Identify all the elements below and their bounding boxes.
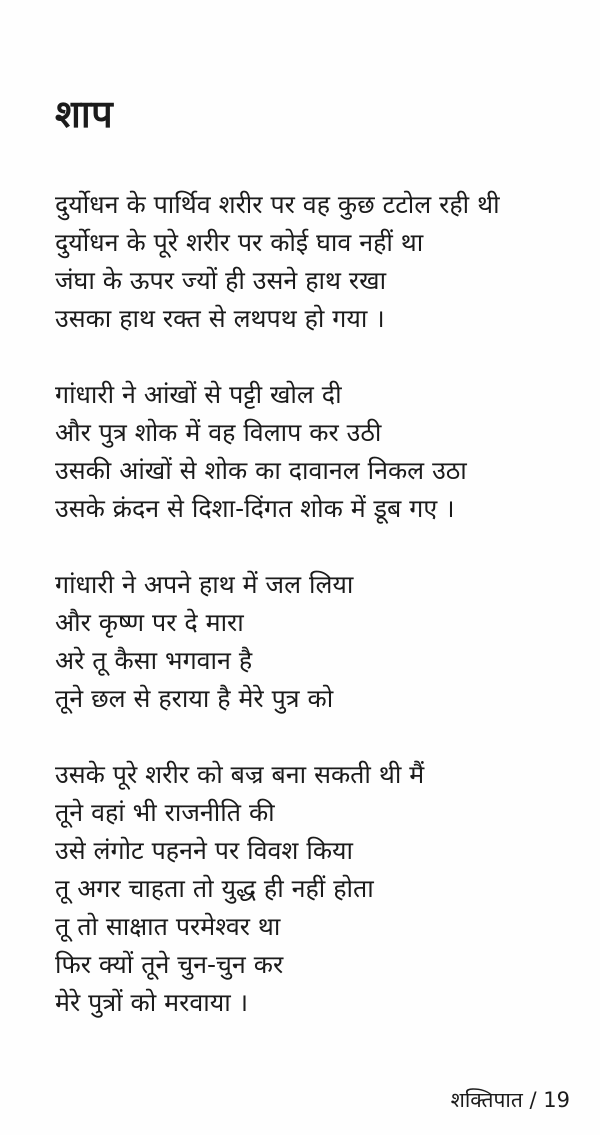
poem-title: शाप (55, 92, 114, 136)
stanza-3 (55, 566, 572, 718)
poem-line: उसके पूरे शरीर को बज्र बना सकती थी मैं (55, 760, 425, 789)
poem-line: उसकी आंखों से शोक का दावानल निकल उठा (55, 456, 467, 485)
poem-line: तू तो साक्षात परमेश्वर था (55, 912, 281, 941)
page-footer (451, 1087, 570, 1114)
poem-line: अरे तू कैसा भगवान है (55, 646, 253, 675)
poem-line: उसे लंगोट पहनने पर विवश किया (55, 836, 354, 865)
poem-line: दुर्योधन के पूरे शरीर पर कोई घाव नहीं था (55, 228, 424, 257)
poem-line: गांधारी ने अपने हाथ में जल लिया (55, 570, 354, 599)
poem-line: दुर्योधन के पार्थिव शरीर पर वह कुछ टटोल रही थी (55, 190, 500, 219)
poem-line: तूने छल से हराया है मेरे पुत्र को (55, 684, 334, 713)
poem-body (55, 186, 572, 1060)
poem-line: तू अगर चाहता तो युद्ध ही नहीं होता (55, 874, 374, 903)
stanza-2 (55, 376, 572, 528)
poem-line: मेरे पुत्रों को मरवाया । (55, 988, 249, 1017)
poem-line: और पुत्र शोक में वह विलाप कर उठी (55, 418, 382, 447)
poem-line: उसका हाथ रक्त से लथपथ हो गया । (55, 304, 385, 333)
poem-line: फिर क्यों तूने चुन-चुन कर (55, 950, 284, 979)
footer-text: शक्तिपात / 19 (450, 1088, 570, 1112)
poem-line: जंघा के ऊपर ज्यों ही उसने हाथ रखा (55, 266, 387, 295)
poem-line: गांधारी ने आंखों से पट्टी खोल दी (55, 380, 342, 409)
poem-line: उसके क्रंदन से दिशा-दिंगत शोक में डूब गए । (55, 494, 455, 523)
stanza-1 (55, 186, 572, 338)
poem-line: तूने वहां भी राजनीति की (55, 798, 275, 827)
stanza-4 (55, 756, 572, 1022)
poem-line: और कृष्ण पर दे मारा (55, 608, 244, 637)
